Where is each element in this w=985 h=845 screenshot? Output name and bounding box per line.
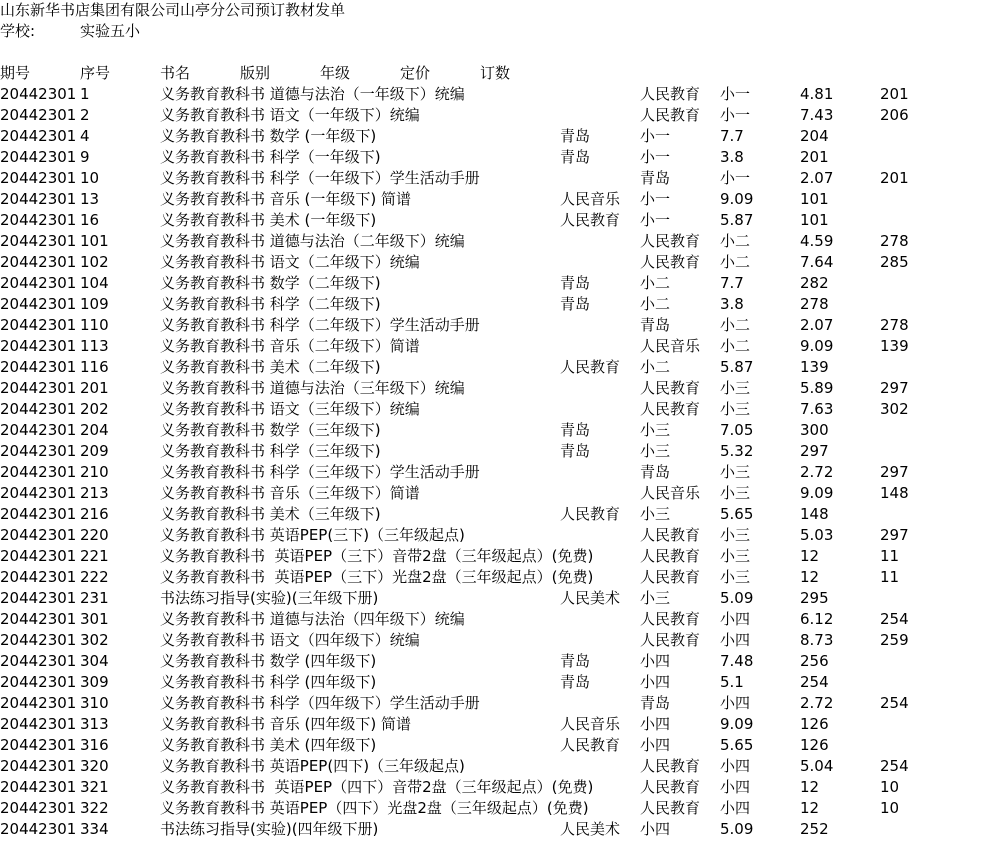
cell-qty: 206: [880, 106, 909, 124]
cell-name: 义务教育教科书 语文（一年级下）统编: [160, 106, 420, 124]
cell-seq: 310: [80, 694, 109, 712]
cell-qty: 278: [880, 316, 909, 334]
cell-period: 20442301: [0, 589, 77, 607]
cell-seq: 113: [80, 337, 109, 355]
cell-name: 义务教育教科书 科学（二年级下）学生活动手册: [160, 316, 480, 334]
cell-price: 2.72: [800, 463, 834, 481]
cell-period: 20442301: [0, 253, 77, 271]
cell-edition: 人民教育: [640, 568, 701, 586]
cell-qty: 285: [880, 253, 909, 271]
cell-name: 义务教育教科书 音乐（三年级下）简谱: [160, 484, 420, 502]
cell-period: 20442301: [0, 400, 77, 418]
cell-edition: 人民教育: [640, 379, 701, 397]
cell-qty: 254: [880, 610, 909, 628]
cell-qty: 256: [800, 652, 829, 670]
cell-seq: 216: [80, 505, 109, 523]
cell-price: 5.03: [800, 526, 834, 544]
cell-price: 8.73: [800, 631, 834, 649]
cell-grade: 小四: [640, 652, 671, 670]
cell-qty: 282: [800, 274, 829, 292]
cell-qty: 201: [880, 85, 909, 103]
cell-price: 9.09: [720, 715, 754, 733]
cell-name: 义务教育教科书 数学 (一年级下): [160, 127, 377, 145]
cell-seq: 16: [80, 211, 100, 229]
cell-price: 5.1: [720, 673, 744, 691]
cell-period: 20442301: [0, 694, 77, 712]
cell-price: 7.48: [720, 652, 754, 670]
cell-grade: 小三: [640, 442, 671, 460]
cell-edition: 人民教育: [640, 232, 701, 250]
cell-period: 20442301: [0, 463, 77, 481]
cell-qty: 11: [880, 547, 900, 565]
cell-grade: 小四: [720, 610, 751, 628]
cell-period: 20442301: [0, 799, 77, 817]
cell-seq: 321: [80, 778, 109, 796]
cell-period: 20442301: [0, 127, 77, 145]
cell-seq: 1: [80, 85, 90, 103]
cell-grade: 小二: [640, 274, 671, 292]
cell-period: 20442301: [0, 757, 77, 775]
cell-seq: 10: [80, 169, 100, 187]
cell-period: 20442301: [0, 673, 77, 691]
cell-grade: 小三: [720, 568, 751, 586]
cell-edition: 人民教育: [560, 736, 621, 754]
cell-grade: 小一: [640, 190, 671, 208]
cell-period: 20442301: [0, 379, 77, 397]
cell-price: 12: [800, 799, 820, 817]
cell-edition: 青岛: [640, 694, 671, 712]
cell-price: 7.7: [720, 127, 744, 145]
cell-grade: 小四: [640, 715, 671, 733]
cell-seq: 231: [80, 589, 109, 607]
cell-qty: 278: [800, 295, 829, 313]
cell-seq: 202: [80, 400, 109, 418]
cell-period: 20442301: [0, 568, 77, 586]
cell-price: 7.64: [800, 253, 834, 271]
cell-grade: 小三: [720, 379, 751, 397]
cell-name: 义务教育教科书 语文（四年级下）统编: [160, 631, 420, 649]
cell-seq: 209: [80, 442, 109, 460]
cell-edition: 人民教育: [640, 778, 701, 796]
cell-grade: 小二: [720, 232, 751, 250]
cell-grade: 小二: [640, 295, 671, 313]
cell-seq: 304: [80, 652, 109, 670]
cell-name: 义务教育教科书 英语PEP（三下）音带2盘（三年级起点）(免费): [160, 547, 594, 565]
cell-name: 义务教育教科书 英语PEP(三下)（三年级起点): [160, 526, 465, 544]
cell-seq: 13: [80, 190, 100, 208]
cell-edition: 青岛: [560, 274, 591, 292]
cell-edition: 人民音乐: [560, 190, 621, 208]
cell-price: 2.07: [800, 169, 834, 187]
cell-qty: 254: [880, 757, 909, 775]
column-header-name: 书名: [160, 64, 191, 82]
cell-period: 20442301: [0, 736, 77, 754]
cell-qty: 11: [880, 568, 900, 586]
cell-qty: 101: [800, 211, 829, 229]
cell-period: 20442301: [0, 442, 77, 460]
cell-qty: 297: [880, 463, 909, 481]
cell-grade: 小一: [640, 148, 671, 166]
cell-edition: 青岛: [640, 169, 671, 187]
cell-seq: 109: [80, 295, 109, 313]
cell-qty: 297: [800, 442, 829, 460]
cell-seq: 110: [80, 316, 109, 334]
cell-edition: 人民教育: [640, 85, 701, 103]
school-line: [0, 21, 141, 42]
cell-name: 义务教育教科书 科学（四年级下）学生活动手册: [160, 694, 480, 712]
cell-period: 20442301: [0, 715, 77, 733]
cell-seq: 201: [80, 379, 109, 397]
cell-period: 20442301: [0, 274, 77, 292]
column-header-edition: 版别: [240, 64, 271, 82]
cell-seq: 102: [80, 253, 109, 271]
cell-period: 20442301: [0, 820, 77, 838]
cell-grade: 小四: [720, 631, 751, 649]
cell-qty: 139: [800, 358, 829, 376]
cell-grade: 小四: [720, 757, 751, 775]
cell-name: 义务教育教科书 语文（二年级下）统编: [160, 253, 420, 271]
cell-qty: 254: [800, 673, 829, 691]
cell-edition: 人民美术: [560, 589, 621, 607]
cell-price: 5.65: [720, 505, 754, 523]
cell-qty: 254: [880, 694, 909, 712]
cell-grade: 小二: [640, 358, 671, 376]
cell-period: 20442301: [0, 211, 77, 229]
cell-qty: 297: [880, 379, 909, 397]
cell-period: 20442301: [0, 85, 77, 103]
cell-edition: 人民教育: [640, 253, 701, 271]
cell-grade: 小二: [720, 253, 751, 271]
cell-seq: 302: [80, 631, 109, 649]
cell-period: 20442301: [0, 631, 77, 649]
cell-period: 20442301: [0, 190, 77, 208]
cell-price: 12: [800, 778, 820, 796]
cell-seq: 220: [80, 526, 109, 544]
cell-grade: 小四: [640, 736, 671, 754]
cell-price: 9.09: [800, 484, 834, 502]
column-header-seq: 序号: [80, 64, 111, 82]
cell-name: 书法练习指导(实验)(三年级下册): [160, 589, 379, 607]
cell-period: 20442301: [0, 484, 77, 502]
cell-name: 义务教育教科书 英语PEP(四下)（三年级起点): [160, 757, 465, 775]
cell-qty: 259: [880, 631, 909, 649]
cell-seq: 101: [80, 232, 109, 250]
cell-edition: 人民美术: [560, 820, 621, 838]
cell-price: 7.63: [800, 400, 834, 418]
cell-name: 义务教育教科书 数学（二年级下): [160, 274, 381, 292]
cell-grade: 小三: [640, 421, 671, 439]
cell-name: 义务教育教科书 科学（一年级下）学生活动手册: [160, 169, 480, 187]
cell-price: 12: [800, 568, 820, 586]
cell-edition: 人民教育: [640, 799, 701, 817]
column-header-period: 期号: [0, 64, 31, 82]
cell-grade: 小三: [720, 463, 751, 481]
cell-seq: 301: [80, 610, 109, 628]
cell-seq: 210: [80, 463, 109, 481]
cell-seq: 116: [80, 358, 109, 376]
cell-period: 20442301: [0, 106, 77, 124]
cell-period: 20442301: [0, 148, 77, 166]
cell-price: 5.65: [720, 736, 754, 754]
document-title: 山东新华书店集团有限公司山亭分公司预订教材发单: [0, 1, 346, 19]
cell-price: 3.8: [720, 148, 744, 166]
cell-seq: 9: [80, 148, 90, 166]
cell-qty: 252: [800, 820, 829, 838]
cell-price: 2.72: [800, 694, 834, 712]
cell-seq: 322: [80, 799, 109, 817]
cell-grade: 小三: [720, 484, 751, 502]
cell-qty: 126: [800, 715, 829, 733]
cell-name: 义务教育教科书 道德与法治（二年级下）统编: [160, 232, 465, 250]
cell-seq: 313: [80, 715, 109, 733]
cell-period: 20442301: [0, 358, 77, 376]
cell-qty: 139: [880, 337, 909, 355]
cell-price: 5.04: [800, 757, 834, 775]
table-header: [0, 63, 511, 84]
cell-grade: 小二: [720, 316, 751, 334]
cell-seq: 2: [80, 106, 90, 124]
column-header-price: 定价: [400, 64, 431, 82]
cell-qty: 201: [880, 169, 909, 187]
cell-grade: 小三: [720, 547, 751, 565]
school-value: 实验五小: [80, 22, 141, 40]
cell-grade: 小三: [720, 400, 751, 418]
cell-name: 义务教育教科书 科学（二年级下): [160, 295, 381, 313]
school-label: 学校:: [0, 22, 36, 40]
cell-edition: 人民教育: [640, 757, 701, 775]
cell-price: 5.32: [720, 442, 754, 460]
cell-period: 20442301: [0, 232, 77, 250]
cell-grade: 小四: [720, 694, 751, 712]
cell-name: 义务教育教科书 美术（三年级下): [160, 505, 381, 523]
cell-name: 义务教育教科书 美术 (四年级下): [160, 736, 377, 754]
cell-price: 5.87: [720, 211, 754, 229]
cell-price: 5.09: [720, 589, 754, 607]
cell-name: 义务教育教科书 道德与法治（一年级下）统编: [160, 85, 465, 103]
cell-qty: 148: [880, 484, 909, 502]
cell-period: 20442301: [0, 421, 77, 439]
cell-qty: 302: [880, 400, 909, 418]
cell-grade: 小四: [720, 778, 751, 796]
cell-edition: 青岛: [560, 652, 591, 670]
cell-grade: 小三: [640, 589, 671, 607]
cell-name: 义务教育教科书 英语PEP（四下）光盘2盘（三年级起点）(免费): [160, 799, 589, 817]
cell-qty: 201: [800, 148, 829, 166]
cell-price: 5.89: [800, 379, 834, 397]
cell-period: 20442301: [0, 652, 77, 670]
cell-edition: 人民教育: [640, 106, 701, 124]
cell-period: 20442301: [0, 778, 77, 796]
cell-edition: 人民教育: [560, 505, 621, 523]
cell-name: 书法练习指导(实验)(四年级下册): [160, 820, 379, 838]
cell-name: 义务教育教科书 道德与法治（三年级下）统编: [160, 379, 465, 397]
cell-seq: 320: [80, 757, 109, 775]
cell-edition: 人民教育: [640, 610, 701, 628]
cell-grade: 小三: [640, 505, 671, 523]
cell-grade: 小一: [640, 127, 671, 145]
cell-edition: 人民教育: [560, 211, 621, 229]
cell-seq: 309: [80, 673, 109, 691]
cell-price: 7.05: [720, 421, 754, 439]
cell-grade: 小二: [720, 337, 751, 355]
cell-edition: 人民教育: [640, 400, 701, 418]
cell-name: 义务教育教科书 音乐 (四年级下) 简谱: [160, 715, 412, 733]
cell-price: 4.81: [800, 85, 834, 103]
cell-seq: 104: [80, 274, 109, 292]
cell-name: 义务教育教科书 数学 (四年级下): [160, 652, 377, 670]
cell-edition: 青岛: [640, 316, 671, 334]
cell-edition: 青岛: [560, 148, 591, 166]
cell-grade: 小一: [640, 211, 671, 229]
cell-period: 20442301: [0, 505, 77, 523]
cell-edition: 人民教育: [640, 547, 701, 565]
cell-edition: 人民教育: [640, 631, 701, 649]
cell-name: 义务教育教科书 英语PEP（三下）光盘2盘（三年级起点）(免费): [160, 568, 594, 586]
cell-seq: 204: [80, 421, 109, 439]
cell-qty: 295: [800, 589, 829, 607]
cell-qty: 10: [880, 778, 900, 796]
cell-period: 20442301: [0, 169, 77, 187]
cell-name: 义务教育教科书 音乐（二年级下）简谱: [160, 337, 420, 355]
cell-qty: 126: [800, 736, 829, 754]
cell-period: 20442301: [0, 547, 77, 565]
cell-grade: 小四: [640, 673, 671, 691]
cell-price: 7.43: [800, 106, 834, 124]
cell-edition: 青岛: [560, 421, 591, 439]
cell-name: 义务教育教科书 语文（三年级下）统编: [160, 400, 420, 418]
cell-grade: 小四: [640, 820, 671, 838]
cell-name: 义务教育教科书 科学（三年级下）学生活动手册: [160, 463, 480, 481]
cell-name: 义务教育教科书 科学 (四年级下): [160, 673, 377, 691]
cell-price: 9.09: [800, 337, 834, 355]
cell-edition: 青岛: [560, 295, 591, 313]
cell-edition: 青岛: [560, 442, 591, 460]
cell-name: 义务教育教科书 数学（三年级下): [160, 421, 381, 439]
cell-edition: 人民音乐: [640, 484, 701, 502]
cell-price: 3.8: [720, 295, 744, 313]
cell-name: 义务教育教科书 科学（一年级下): [160, 148, 381, 166]
cell-seq: 221: [80, 547, 109, 565]
cell-qty: 278: [880, 232, 909, 250]
cell-grade: 小一: [720, 169, 751, 187]
cell-period: 20442301: [0, 610, 77, 628]
cell-period: 20442301: [0, 337, 77, 355]
cell-name: 义务教育教科书 音乐 (一年级下) 简谱: [160, 190, 412, 208]
cell-period: 20442301: [0, 295, 77, 313]
cell-seq: 222: [80, 568, 109, 586]
cell-name: 义务教育教科书 美术（二年级下): [160, 358, 381, 376]
cell-edition: 青岛: [640, 463, 671, 481]
cell-name: 义务教育教科书 美术 (一年级下): [160, 211, 377, 229]
cell-grade: 小一: [720, 106, 751, 124]
cell-edition: 青岛: [560, 673, 591, 691]
cell-price: 12: [800, 547, 820, 565]
cell-grade: 小一: [720, 85, 751, 103]
cell-price: 6.12: [800, 610, 834, 628]
cell-price: 7.7: [720, 274, 744, 292]
cell-edition: 人民音乐: [560, 715, 621, 733]
cell-seq: 334: [80, 820, 109, 838]
cell-qty: 148: [800, 505, 829, 523]
cell-edition: 人民音乐: [640, 337, 701, 355]
cell-edition: 青岛: [560, 127, 591, 145]
cell-period: 20442301: [0, 526, 77, 544]
column-header-qty: 订数: [480, 64, 511, 82]
cell-seq: 316: [80, 736, 109, 754]
cell-price: 5.87: [720, 358, 754, 376]
column-header-grade: 年级: [320, 64, 351, 82]
cell-qty: 300: [800, 421, 829, 439]
cell-grade: 小四: [720, 799, 751, 817]
cell-price: 5.09: [720, 820, 754, 838]
cell-qty: 297: [880, 526, 909, 544]
cell-grade: 小三: [720, 526, 751, 544]
cell-name: 义务教育教科书 科学（三年级下): [160, 442, 381, 460]
cell-name: 义务教育教科书 道德与法治（四年级下）统编: [160, 610, 465, 628]
cell-period: 20442301: [0, 316, 77, 334]
cell-qty: 204: [800, 127, 829, 145]
cell-seq: 4: [80, 127, 90, 145]
cell-name: 义务教育教科书 英语PEP（四下）音带2盘（三年级起点）(免费): [160, 778, 594, 796]
cell-edition: 人民教育: [640, 526, 701, 544]
cell-qty: 101: [800, 190, 829, 208]
cell-price: 9.09: [720, 190, 754, 208]
cell-qty: 10: [880, 799, 900, 817]
cell-seq: 213: [80, 484, 109, 502]
cell-edition: 人民教育: [560, 358, 621, 376]
cell-price: 4.59: [800, 232, 834, 250]
cell-price: 2.07: [800, 316, 834, 334]
